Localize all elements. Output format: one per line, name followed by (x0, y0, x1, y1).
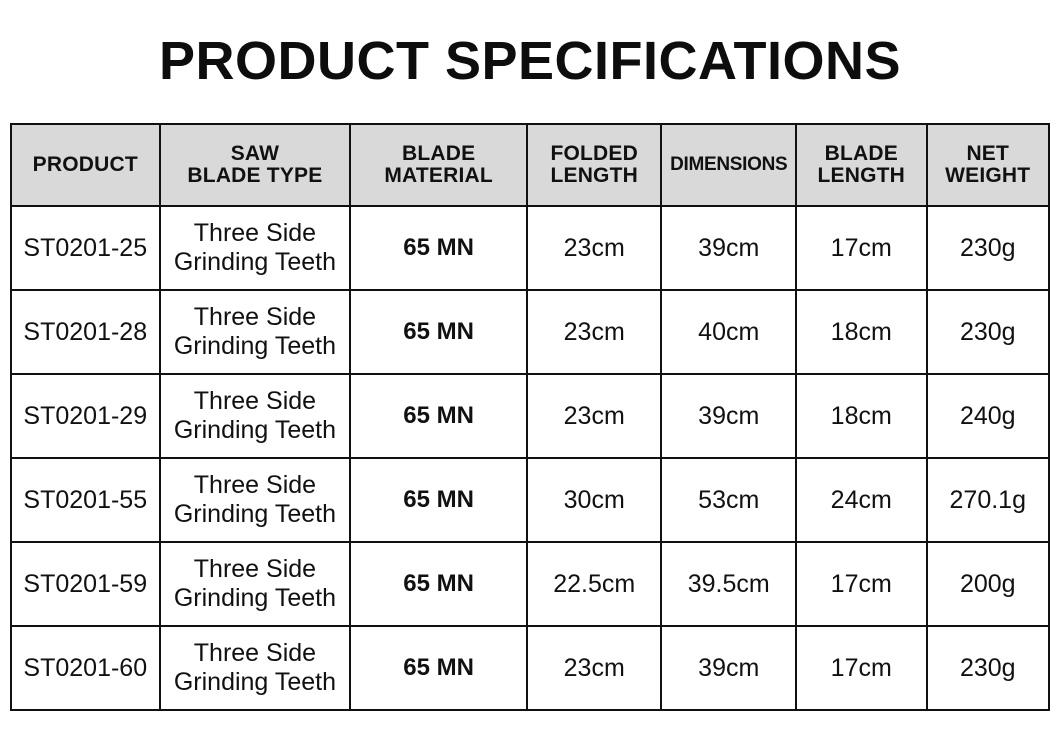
cell-net-weight: 230g (927, 290, 1050, 374)
table-header-row (11, 124, 1049, 206)
cell-saw-blade-type-line1: Three Side (193, 387, 317, 416)
cell-blade-length: 17cm (796, 206, 927, 290)
column-header-product-line1: PRODUCT (32, 153, 138, 177)
column-header-blade-material-line2: MATERIAL (384, 164, 493, 188)
cell-dimensions: 39cm (661, 374, 796, 458)
cell-blade-material: 65 MN (350, 374, 527, 458)
cell-net-weight: 230g (927, 626, 1050, 710)
column-header-folded-length-line1: FOLDED (550, 141, 638, 165)
column-header-folded-length (527, 124, 662, 206)
cell-dimensions: 40cm (661, 290, 796, 374)
cell-blade-length: 18cm (796, 290, 927, 374)
table-row (11, 374, 1049, 458)
cell-folded-length: 23cm (527, 290, 662, 374)
cell-saw-blade-type (160, 374, 351, 458)
table-row (11, 542, 1049, 626)
cell-saw-blade-type-line2: Grinding Teeth (173, 500, 336, 529)
specifications-table (10, 123, 1050, 711)
cell-net-weight: 200g (927, 542, 1050, 626)
cell-saw-blade-type (160, 458, 351, 542)
cell-product: ST0201-25 (11, 206, 160, 290)
table-row (11, 626, 1049, 710)
cell-dimensions: 39cm (661, 206, 796, 290)
cell-product: ST0201-29 (11, 374, 160, 458)
column-header-blade-length (796, 124, 927, 206)
cell-saw-blade-type (160, 206, 351, 290)
cell-product: ST0201-55 (11, 458, 160, 542)
cell-blade-material: 65 MN (350, 206, 527, 290)
cell-folded-length: 23cm (527, 374, 662, 458)
cell-net-weight: 270.1g (927, 458, 1050, 542)
column-header-net-weight-line1: NET (966, 141, 1010, 165)
cell-blade-material: 65 MN (350, 290, 527, 374)
cell-dimensions: 39cm (661, 626, 796, 710)
page-title: PRODUCT SPECIFICATIONS (158, 31, 902, 91)
column-header-blade-length-line1: BLADE (824, 141, 898, 165)
table-row (11, 458, 1049, 542)
cell-blade-length: 17cm (796, 542, 927, 626)
column-header-blade-material-line1: BLADE (401, 141, 476, 165)
cell-saw-blade-type-line1: Three Side (193, 303, 317, 332)
cell-saw-blade-type (160, 626, 351, 710)
cell-saw-blade-type-line2: Grinding Teeth (173, 248, 336, 277)
cell-product: ST0201-60 (11, 626, 160, 710)
cell-net-weight: 230g (927, 206, 1050, 290)
cell-saw-blade-type-line1: Three Side (193, 639, 317, 668)
column-header-saw-blade-type-line2: BLADE TYPE (187, 164, 323, 188)
cell-blade-length: 18cm (796, 374, 927, 458)
table-body (11, 206, 1049, 710)
cell-saw-blade-type-line2: Grinding Teeth (173, 332, 336, 361)
table-header (11, 124, 1049, 206)
cell-product: ST0201-59 (11, 542, 160, 626)
cell-saw-blade-type-line1: Three Side (193, 555, 317, 584)
table-row (11, 290, 1049, 374)
cell-dimensions: 39.5cm (661, 542, 796, 626)
cell-blade-length: 17cm (796, 626, 927, 710)
cell-saw-blade-type-line2: Grinding Teeth (173, 584, 336, 613)
column-header-blade-length-line2: LENGTH (817, 164, 906, 188)
cell-net-weight: 240g (927, 374, 1050, 458)
cell-blade-material: 65 MN (350, 542, 527, 626)
column-header-dimensions-line1: DIMENSIONS (670, 154, 788, 176)
cell-saw-blade-type-line2: Grinding Teeth (173, 416, 336, 445)
column-header-saw-blade-type-line1: SAW (230, 141, 280, 165)
cell-saw-blade-type-line1: Three Side (193, 219, 317, 248)
cell-folded-length: 23cm (527, 626, 662, 710)
cell-blade-length: 24cm (796, 458, 927, 542)
cell-saw-blade-type-line1: Three Side (193, 471, 317, 500)
specifications-table-container (10, 123, 1050, 711)
cell-saw-blade-type (160, 290, 351, 374)
column-header-product (11, 124, 160, 206)
cell-folded-length: 23cm (527, 206, 662, 290)
cell-folded-length: 30cm (527, 458, 662, 542)
column-header-saw-blade-type (160, 124, 351, 206)
cell-blade-material: 65 MN (350, 458, 527, 542)
column-header-blade-material (350, 124, 527, 206)
column-header-net-weight-line2: WEIGHT (945, 164, 1031, 188)
cell-folded-length: 22.5cm (527, 542, 662, 626)
cell-product: ST0201-28 (11, 290, 160, 374)
cell-saw-blade-type (160, 542, 351, 626)
column-header-folded-length-line2: LENGTH (550, 164, 638, 188)
column-header-dimensions (661, 124, 796, 206)
cell-blade-material: 65 MN (350, 626, 527, 710)
column-header-net-weight (927, 124, 1050, 206)
cell-dimensions: 53cm (661, 458, 796, 542)
cell-saw-blade-type-line2: Grinding Teeth (173, 668, 336, 697)
table-row (11, 206, 1049, 290)
